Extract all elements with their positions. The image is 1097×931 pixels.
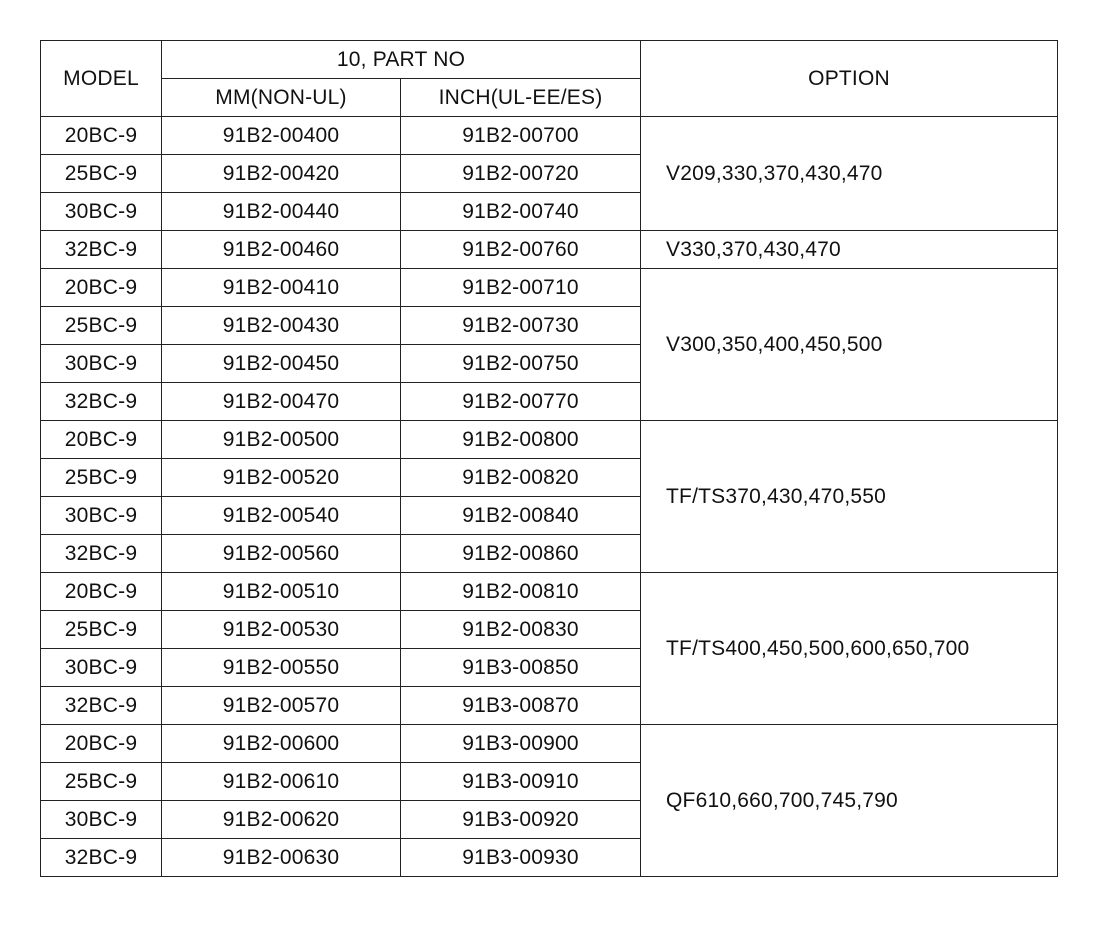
- table-row: [41, 117, 1058, 155]
- cell-model: 20BC-9: [41, 573, 162, 611]
- cell-option: QF610,660,700,745,790: [641, 725, 1058, 877]
- table-row: [41, 725, 1058, 763]
- cell-part-inch: 91B2-00830: [401, 611, 641, 649]
- table-row: [41, 231, 1058, 269]
- cell-part-inch: 91B2-00760: [401, 231, 641, 269]
- cell-model: 30BC-9: [41, 193, 162, 231]
- cell-part-inch: 91B2-00770: [401, 383, 641, 421]
- cell-model: 32BC-9: [41, 839, 162, 877]
- cell-part-mm: 91B2-00550: [162, 649, 401, 687]
- cell-part-mm: 91B2-00600: [162, 725, 401, 763]
- table-body: [41, 117, 1058, 877]
- cell-part-mm: 91B2-00400: [162, 117, 401, 155]
- cell-part-mm: 91B2-00520: [162, 459, 401, 497]
- cell-part-mm: 91B2-00440: [162, 193, 401, 231]
- cell-part-mm: 91B2-00630: [162, 839, 401, 877]
- cell-model: 32BC-9: [41, 687, 162, 725]
- cell-model: 30BC-9: [41, 345, 162, 383]
- cell-part-inch: 91B2-00810: [401, 573, 641, 611]
- cell-option: V209,330,370,430,470: [641, 117, 1058, 231]
- cell-model: 30BC-9: [41, 497, 162, 535]
- cell-model: 30BC-9: [41, 649, 162, 687]
- cell-model: 32BC-9: [41, 383, 162, 421]
- cell-part-inch: 91B2-00720: [401, 155, 641, 193]
- cell-model: 32BC-9: [41, 535, 162, 573]
- cell-part-mm: 91B2-00410: [162, 269, 401, 307]
- cell-part-inch: 91B2-00750: [401, 345, 641, 383]
- cell-model: 30BC-9: [41, 801, 162, 839]
- header-mm: MM(NON-UL): [162, 79, 401, 117]
- cell-model: 20BC-9: [41, 117, 162, 155]
- cell-part-inch: 91B2-00700: [401, 117, 641, 155]
- cell-option: V330,370,430,470: [641, 231, 1058, 269]
- header-inch: INCH(UL-EE/ES): [401, 79, 641, 117]
- cell-part-mm: 91B2-00500: [162, 421, 401, 459]
- table-header: [41, 41, 1058, 117]
- cell-part-inch: 91B3-00900: [401, 725, 641, 763]
- table-row: [41, 269, 1058, 307]
- cell-model: 20BC-9: [41, 269, 162, 307]
- cell-model: 25BC-9: [41, 763, 162, 801]
- cell-option: V300,350,400,450,500: [641, 269, 1058, 421]
- cell-part-mm: 91B2-00470: [162, 383, 401, 421]
- part-number-table: [40, 40, 1058, 877]
- cell-option: TF/TS370,430,470,550: [641, 421, 1058, 573]
- cell-part-inch: 91B2-00800: [401, 421, 641, 459]
- cell-part-inch: 91B2-00860: [401, 535, 641, 573]
- cell-part-mm: 91B2-00450: [162, 345, 401, 383]
- cell-model: 25BC-9: [41, 611, 162, 649]
- cell-part-inch: 91B3-00910: [401, 763, 641, 801]
- cell-part-mm: 91B2-00460: [162, 231, 401, 269]
- cell-option: TF/TS400,450,500,600,650,700: [641, 573, 1058, 725]
- header-row-top: [41, 41, 1058, 79]
- cell-part-mm: 91B2-00430: [162, 307, 401, 345]
- cell-model: 20BC-9: [41, 421, 162, 459]
- cell-part-inch: 91B3-00870: [401, 687, 641, 725]
- cell-part-inch: 91B2-00710: [401, 269, 641, 307]
- header-model: MODEL: [41, 41, 162, 117]
- cell-part-inch: 91B3-00930: [401, 839, 641, 877]
- cell-part-inch: 91B2-00740: [401, 193, 641, 231]
- header-option: OPTION: [641, 41, 1058, 117]
- cell-part-mm: 91B2-00570: [162, 687, 401, 725]
- table-row: [41, 421, 1058, 459]
- cell-part-mm: 91B2-00510: [162, 573, 401, 611]
- cell-part-inch: 91B2-00840: [401, 497, 641, 535]
- table-row: [41, 573, 1058, 611]
- cell-model: 25BC-9: [41, 459, 162, 497]
- cell-model: 20BC-9: [41, 725, 162, 763]
- cell-part-mm: 91B2-00560: [162, 535, 401, 573]
- cell-part-inch: 91B2-00730: [401, 307, 641, 345]
- cell-part-mm: 91B2-00530: [162, 611, 401, 649]
- cell-part-mm: 91B2-00610: [162, 763, 401, 801]
- cell-part-mm: 91B2-00420: [162, 155, 401, 193]
- cell-part-mm: 91B2-00620: [162, 801, 401, 839]
- cell-part-inch: 91B2-00820: [401, 459, 641, 497]
- cell-model: 32BC-9: [41, 231, 162, 269]
- cell-part-mm: 91B2-00540: [162, 497, 401, 535]
- cell-part-inch: 91B3-00920: [401, 801, 641, 839]
- cell-part-inch: 91B3-00850: [401, 649, 641, 687]
- cell-model: 25BC-9: [41, 155, 162, 193]
- cell-model: 25BC-9: [41, 307, 162, 345]
- header-part-no: 10, PART NO: [162, 41, 641, 79]
